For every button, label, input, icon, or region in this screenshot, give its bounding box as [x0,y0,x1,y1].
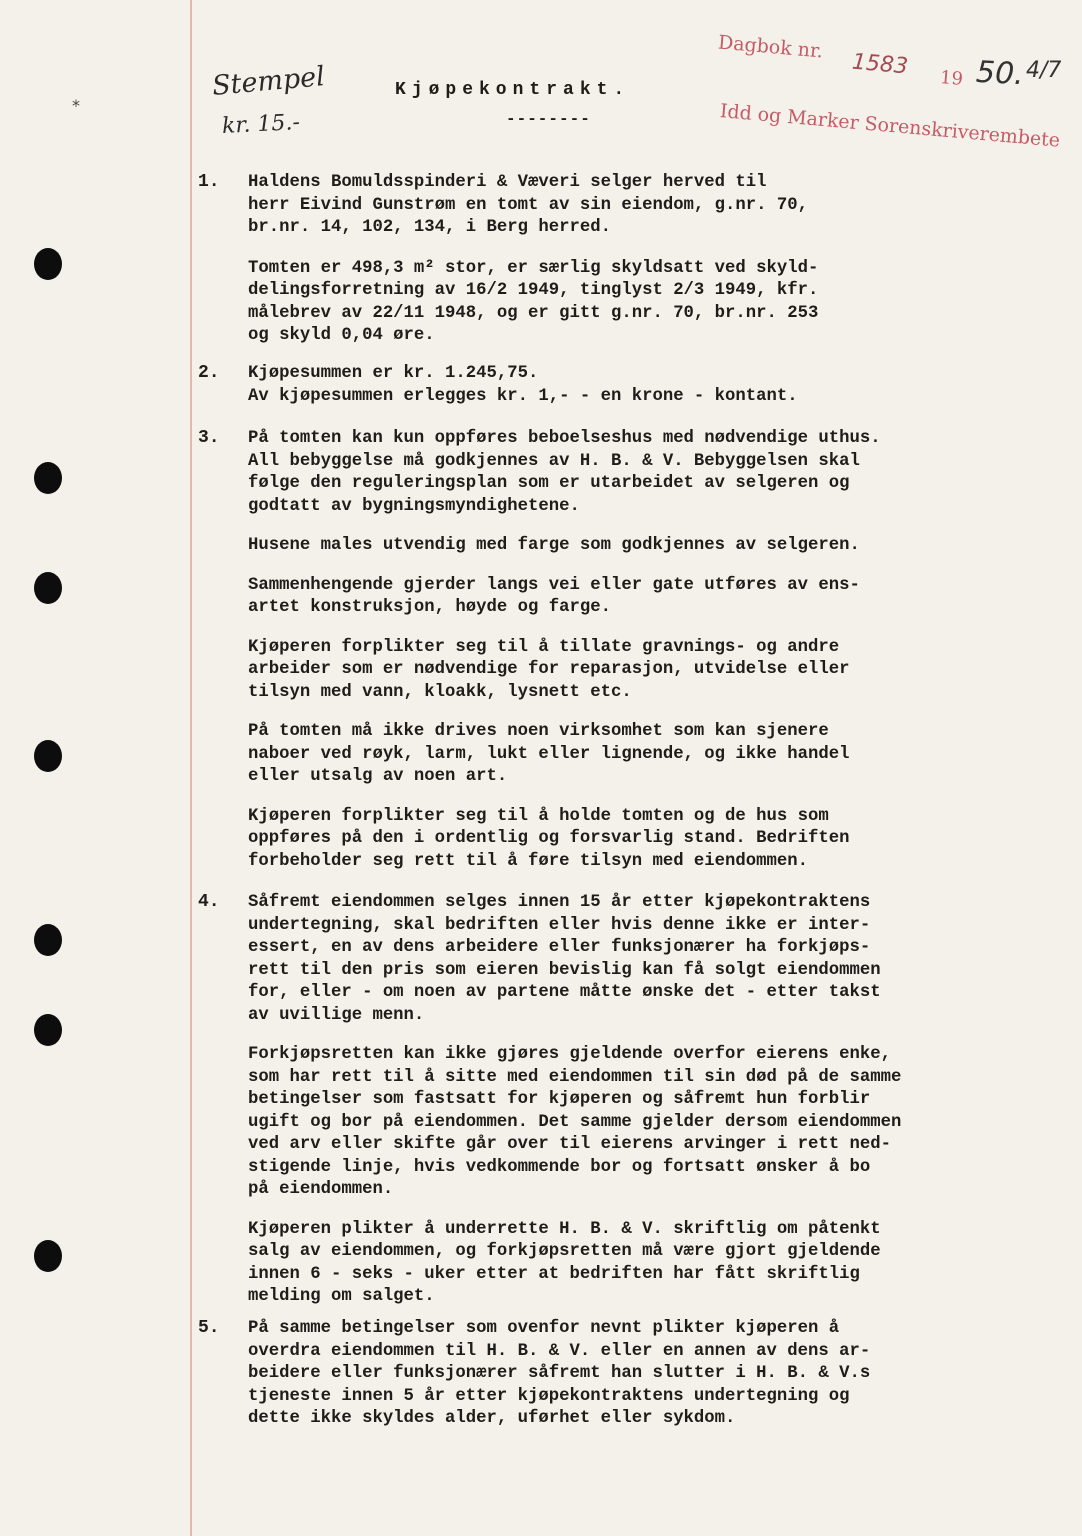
section-number: 5. [198,1318,220,1338]
binder-hole [34,1240,62,1272]
section-2 [198,363,1056,408]
section-paragraph: Kjøperen plikter å underrette H. B. & V. skriftlig om påtenkt salg av eiendommen, og forkjøpsretten må være gjort gjeldende innen 6 - seks - uker etter at bedriften har fått skriftlig melding om salget. [248,1219,881,1306]
section-number: 4. [198,892,220,912]
binder-hole [34,462,62,494]
section-paragraph: Kjøperen forplikter seg til å tillate gravnings- og andre arbeider som er nødvendige for reparasjon, utvidelse eller tilsyn med vann, kloakk, lysnett etc. [248,637,850,702]
stamp-office: Idd og Marker Sorenskriverembete [719,100,1061,152]
margin-rule [190,0,192,1536]
handwritten-year: 50. [975,54,1025,93]
section-3 [198,428,1056,873]
stamp-dagbok-label: Dagbok nr. [717,31,824,63]
binder-hole [34,572,62,604]
section-paragraph: Haldens Bomuldsspinderi & Væveri selger herved til herr Eivind Gunstrøm en tomt av sin eiendom, g.nr. 70, br.nr. 14, 102, 134, i Berg herred. [248,173,809,237]
stamp-dagbok-number: 1583 [851,49,909,80]
section-paragraph: Sammenhengende gjerder langs vei eller gate utføres av ens- artet konstruksjon, høyde og farge. [248,575,860,617]
binder-hole [34,1014,62,1046]
section-paragraph: Tomten er 498,3 m² stor, er særlig skyldsatt ved skyld- delingsforretning av 16/2 1949, tinglyst 2/3 1949, kfr. målebrev av 22/11 1948, og er gitt g.nr. 70, br.nr. 253 og skyld 0,04 øre. [248,258,819,345]
title-underline: -------- [506,110,591,128]
section-number: 2. [198,363,220,383]
binder-hole [34,740,62,772]
stamp-year-prefix: 19 [939,67,964,90]
section-paragraph: På tomten må ikke drives noen virksomhet som kan sjenere naboer ved røyk, larm, lukt eller lignende, og ikke handel eller utsalg av noen art. [248,722,850,786]
section-paragraph: På samme betingelser som ovenfor nevnt plikter kjøperen å overdra eiendommen til H. B. & V. eller en annen av dens ar- beidere eller funksjonærer såfremt han slutter i H. B. & V.s tjeneste innen 5 år etter kjøpekontraktens undertegning og dette ikke skyldes alder, uførhet eller sykdom. [248,1319,871,1428]
section-paragraph: Såfremt eiendommen selges innen 15 år etter kjøpekontraktens undertegning, skal bedriften eller hvis denne ikke er inter- essert, en av dens arbeidere eller funksjonærer ha forkjøps- rett til den pris som eieren bevislig kan få solgt eiendommen for, eller - om noen av partene måtte ønske det - etter takst av uvillige menn. [248,893,881,1025]
section-5 [198,1318,1056,1431]
binder-hole [34,248,62,280]
section-4 [198,892,1056,1309]
handwritten-stempel: Stempel [210,61,326,102]
section-1 [198,172,1056,348]
section-paragraph: Kjøperen forplikter seg til å holde tomten og de hus som oppføres på den i ordentlig og forsvarlig stand. Bedriften forbeholder seg rett til å føre tilsyn med eiendommen. [248,806,850,871]
section-paragraph: På tomten kan kun oppføres beboelseshus med nødvendige uthus. All bebyggelse må godkjennes av H. B. & V. Bebyggelsen skal følge den reguleringsplan som er utarbeidet av selgeren og godtatt av bygningsmyndighetene. [248,429,881,516]
binder-hole [34,924,62,956]
handwritten-fee: kr. 15.- [221,109,301,140]
document-title: Kjøpekontrakt. [395,80,631,100]
section-paragraph: Forkjøpsretten kan ikke gjøres gjeldende overfor eierens enke, som har rett til å sitte med eiendommen til sin død på de samme betingelser som fastsatt for kjøperen og såfremt hun forblir ugift og bor på eiendommen. Det samme gjelder dersom eiendommen ved arv eller skifte går over til eierens arvinger i rett ned- stigende linje, hvis vedkommende bor og fortsatt ønsker å bo på eiendommen. [248,1045,902,1199]
section-number: 1. [198,172,220,192]
section-paragraph: Kjøpesummen er kr. 1.245,75. Av kjøpesummen erlegges kr. 1,- - en krone - kontant. [248,364,798,406]
section-paragraph: Husene males utvendig med farge som godkjennes av selgeren. [248,536,860,555]
margin-asterisk: * [72,96,80,115]
section-number: 3. [198,428,220,448]
handwritten-date: 4/7 [1026,58,1062,83]
